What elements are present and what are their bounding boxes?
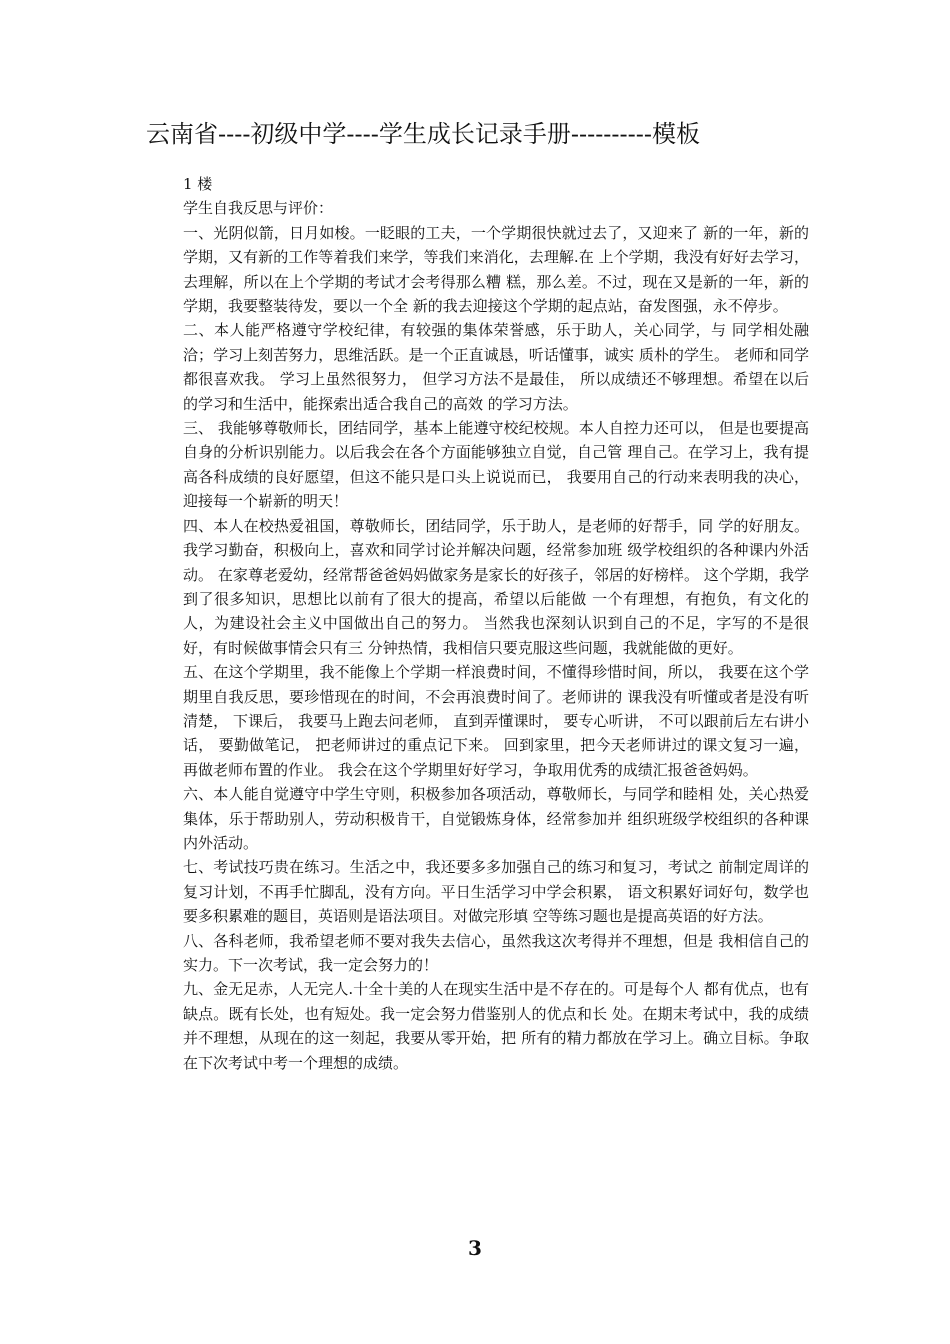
paragraph-7: 七、考试技巧贵在练习。生活之中，我还要多多加强自己的练习和复习，考试之 前制定周详的复习计划，不再手忙脚乱，没有方向。平日生活学习中学会积累， 语文积累好词好句，数学也要多积累难的题目，英语则是语法项目。对做完形填 空等练习题也是提高英语的好方法。 xyxy=(183,858,809,926)
paragraph-6: 六、本人能自觉遵守中学生守则，积极参加各项活动，尊敬师长，与同学和睦相 处，关心热爱集体，乐于帮助别人，劳动积极肯干，自觉锻炼身体，经常参加并 组织班级学校组织的各种课内外活动。 xyxy=(183,785,809,852)
paragraph-9: 九、金无足赤，人无完人.十全十美的人在现实生活中是不存在的。可是每个人 都有优点，也有缺点。既有长处，也有短处。我一定会努力借鉴别人的优点和长 处。在期末考试中，我的成绩并不理想，从现在的这一刻起，我要从零开始，把 所有的精力都放在学习上。确立目标。争取在下次考试中考一个理想的成绩。 xyxy=(183,980,809,1072)
page-number: 3 xyxy=(468,1236,482,1260)
paragraph-4: 四、本人在校热爱祖国，尊敬师长，团结同学，乐于助人，是老师的好帮手，同 学的好朋友。我学习勤奋，积极向上，喜欢和同学讨论并解决问题，经常参加班 级学校组织的各种课内外活动。 在家尊老爱幼，经常帮爸爸妈妈做家务是家长的好孩子，邻居的好榜样。 这个学期，我学到了很多知识，思想比以前有了很大的提高，希望以后能做 一个有理想，有抱负，有文化的人，为建设社会主义中国做出自己的努力。 当然我也深刻认识到自己的不足，字写的不是很好，有时候做事情会只有三 分钟热情，我相信只要克服这些问题，我就能做的更好。 xyxy=(183,516,809,657)
paragraph-1: 一、光阴似箭，日月如梭。一眨眼的工夫，一个学期很快就过去了，又迎来了 新的一年，新的学期，又有新的工作等着我们来学，等我们来消化，去理解.在 上个学期，我没有好好去学习，去理解，所以在上个学期的考试才会考得那么糟 糕，那么差。不过，现在又是新的一年，新的学期，我要整装待发，要以一个全 新的我去迎接这个学期的起点站，奋发图强，永不停步。 xyxy=(183,223,809,316)
page-title: 云南省----初级中学----学生成长记录手册----------模板 xyxy=(146,120,700,148)
paragraph-3: 三、 我能够尊敬师长，团结同学，基本上能遵守校纪校规。本人自控力还可以， 但是也要提高自身的分析识别能力。以后我会在各个方面能够独立自觉，自己管 理自己。在学习上，我有提高各科成绩的良好愿望，但这不能只是口头上说说而已， 我要用自己的行动来表明我的决心，迎接每一个崭新的明天！ xyxy=(183,419,809,511)
paragraph-5: 五、在这个学期里，我不能像上个学期一样浪费时间，不懂得珍惜时间，所以， 我要在这个学期里自我反思，要珍惜现在的时间，不会再浪费时间了。老师讲的 课我没有听懂或者是没有听清楚， 下课后， 我要马上跑去问老师， 直到弄懂课时， 要专心听讲， 不可以跟前后左右讲小话， 要勤做笔记， 把老师讲过的重点记下来。 回到家里，把今天老师讲过的课文复习一遍，再做老师布置的作业。 我会在这个学期里好好学习，争取用优秀的成绩汇报爸爸妈妈。 xyxy=(183,663,809,779)
paragraph-2: 二、本人能严格遵守学校纪律，有较强的集体荣誉感，乐于助人，关心同学，与 同学相处融洽；学习上刻苦努力，思维活跃。是一个正直诚恳，听话懂事，诚实 质朴的学生。 老师和同学都很喜欢我。 学习上虽然很努力， 但学习方法不是最佳， 所以成绩还不够理想。希望在以后的学习和生活中，能探索出适合我自己的高效 的学习方法。 xyxy=(183,321,809,413)
document-body xyxy=(183,172,809,1075)
paragraph-8: 八、各科老师，我希望老师不要对我失去信心，虽然我这次考得并不理想，但是 我相信自己的实力。下一次考试，我一定会努力的！ xyxy=(183,931,809,974)
section-heading: 学生自我反思与评价： xyxy=(183,199,334,218)
floor-label: 1 楼 xyxy=(183,175,213,193)
